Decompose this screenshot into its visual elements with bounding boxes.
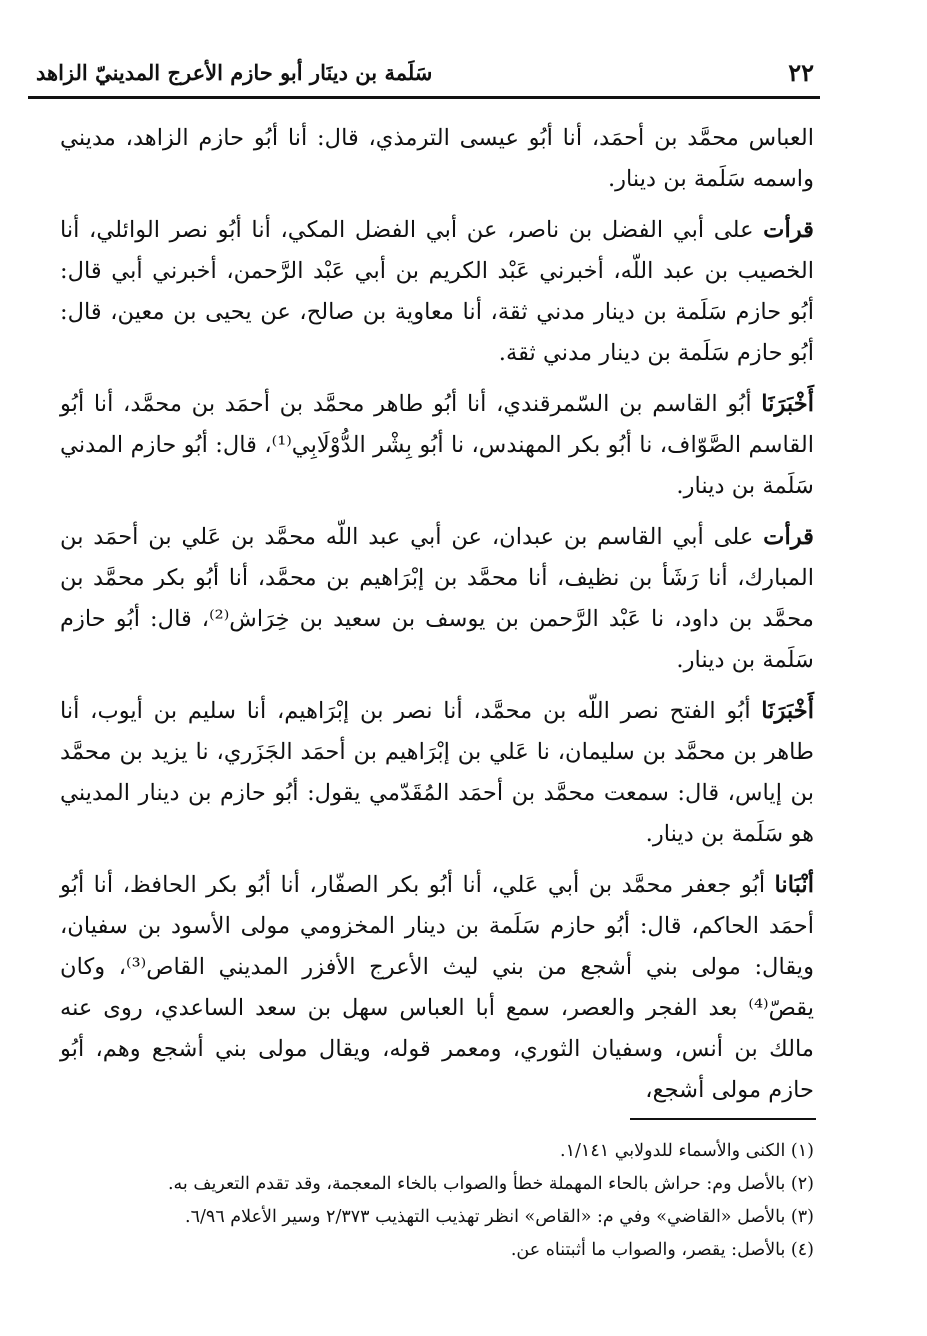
footnote: (٤) بالأصل: يقصر، والصواب ما أثبتناه عن.	[510, 1240, 814, 1260]
footnote: (١) الكنى والأسماء للدولابي ١/١٤١.	[560, 1141, 814, 1161]
paragraph-text: أبُو الفتح نصر اللّه بن محمَّد، أنا نصر بن إبْرَاهيم، أنا سليم بن أيوب، أنا طاهر بن محمَّد بن سليمان، نا عَلي بن إبْرَاهيم بن أحمَد الجَزَري، نا يزيد بن محمَّد بن إياس، قال: سمعت محمَّد بن أحمَد المُقَدّمي يقول: أبُو حازم بن دينار المديني هو سَلَمة بن دينار.	[60, 698, 814, 847]
page-number: ٢٢	[788, 58, 814, 87]
footnote: (٣) بالأصل «القاضي» وفي م: «القاص» انظر تهذيب التهذيب ٢/٣٧٣ وسير الأعلام ٦/٩٦.	[185, 1207, 814, 1227]
paragraph	[60, 118, 814, 200]
paragraph-lead: أنْبَانا	[774, 872, 814, 898]
paragraph-lead: أَخْبَرَنَا	[761, 391, 814, 417]
page-header	[28, 56, 820, 99]
paragraph-text: العباس محمَّد بن أحمَد، أنا أبُو عيسى الترمذي، قال: أنا أبُو حازم الزاهد، مديني واسمه سَلَمة بن دينار.	[60, 125, 814, 192]
main-text	[60, 118, 814, 1121]
paragraph-text: أبُو القاسم بن السّمرقندي، أنا أبُو طاهر محمَّد بن أحمَد بن محمَّد، أنا أبُو القاسم الصَّوّاف، نا أبُو بكر المهندس، نا أبُو بِشْر الدُّوْلَابِي⁽¹⁾، قال: أبُو حازم المدني سَلَمة بن دينار.	[60, 391, 814, 499]
paragraph-lead: قرأت	[763, 217, 814, 243]
paragraph-text: على أبي الفضل بن ناصر، عن أبي الفضل المكي، أنا أبُو نصر الوائلي، أنا الخصيب بن عبد اللّه، أخبرني عَبْد الكريم بن أبي عَبْد الرَّحمن، أخبرني أبي قال: أبُو حازم سَلَمة بن دينار مدني ثقة، أنا معاوية بن صالح، عن يحيى بن معين، قال: أبُو حازم سَلَمة بن دينار مدني ثقة.	[60, 217, 814, 366]
paragraph-text: أبُو جعفر محمَّد بن أبي عَلي، أنا أبُو بكر الصفّار، أنا أبُو بكر الحافظ، أنا أبُو أحمَد الحاكم، قال: أبُو حازم سَلَمة بن دينار المخزومي مولى الأسود بن سفيان، ويقال: مولى بني أشجع من بني ليث الأعرج الأفزر المديني القاص⁽³⁾، وكان يقصّ⁽⁴⁾ بعد الفجر والعصر، سمع أبا العباس سهل بن سعد الساعدي، روى عنه مالك بن أنس، وسفيان الثوري، ومعمر قوله، ويقال مولى بني أشجع وهم، أبُو حازم مولى أشجع،	[60, 872, 814, 1103]
footnote: (٢) بالأصل وم: حراش بالحاء المهملة خطأ والصواب بالخاء المعجمة، وقد تقدم التعريف به.	[167, 1174, 814, 1194]
paragraph-text: على أبي القاسم بن عبدان، عن أبي عبد اللّه محمَّد بن عَلي بن أحمَد بن المبارك، أنا رَشَأ بن نظيف، أنا محمَّد بن إبْرَاهيم بن محمَّد، أنا أبُو بكر محمَّد بن محمَّد بن داود، نا عَبْد الرَّحمن بن يوسف بن سعيد بن خِرَاش⁽²⁾، قال: أبُو حازم سَلَمة بن دينار.	[60, 524, 814, 673]
footnotes	[60, 1135, 814, 1267]
footnote-divider	[630, 1118, 816, 1120]
paragraph	[60, 691, 814, 855]
paragraph-lead: أَخْبَرَنَا	[761, 698, 814, 724]
paragraph-lead: قرأت	[763, 524, 814, 550]
running-title: سَلَمة بن دينَار أبو حازم الأعرج المدينيّ الزاهد	[36, 60, 433, 85]
paragraph	[60, 210, 814, 374]
paragraph	[60, 384, 814, 507]
paragraph	[60, 517, 814, 681]
paragraph	[60, 865, 814, 1111]
